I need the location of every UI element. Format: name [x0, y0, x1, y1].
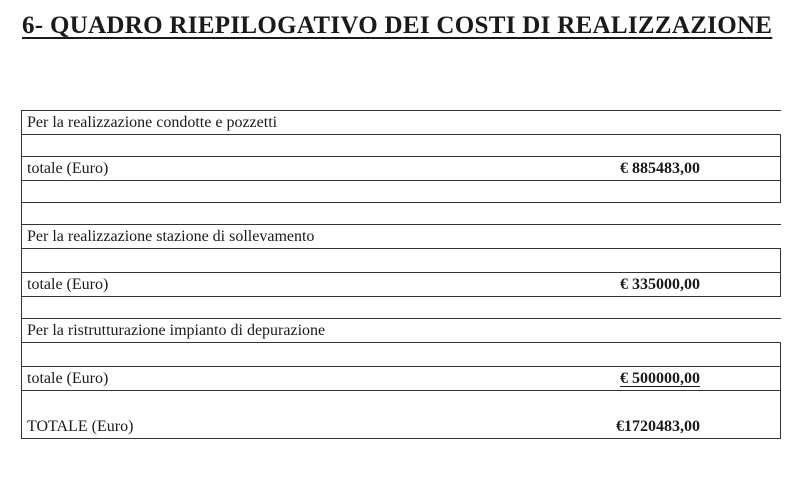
section-heading-row [22, 225, 781, 249]
section-heading-condotte: Per la realizzazione condotte e pozzetti [22, 111, 781, 135]
blank-row [22, 203, 781, 225]
subtotal-value-depurazione [562, 367, 781, 391]
cost-summary-table [21, 110, 781, 439]
section-heading-row [22, 111, 781, 135]
document-title: 6- QUADRO RIEPILOGATIVO DEI COSTI DI REALIZZAZIONE [22, 12, 773, 39]
subtotal-row [22, 367, 781, 391]
blank-row [22, 297, 781, 319]
subtotal-value-condotte: € 885483,00 [562, 157, 781, 181]
subtotal-label: totale (Euro) [22, 367, 562, 391]
blank-row [22, 343, 781, 367]
grand-total-label: TOTALE (Euro) [22, 391, 562, 439]
blank-row [22, 135, 781, 157]
underlined-amount: € 500000,00 [620, 370, 700, 387]
blank-row [22, 249, 781, 273]
blank-row [22, 181, 781, 203]
subtotal-row [22, 157, 781, 181]
section-heading-row [22, 319, 781, 343]
subtotal-row [22, 273, 781, 297]
subtotal-value-sollevamento: € 335000,00 [562, 273, 781, 297]
section-heading-sollevamento: Per la realizzazione stazione di sollevamento [22, 225, 781, 249]
grand-total-value: €1720483,00 [562, 391, 781, 439]
subtotal-label: totale (Euro) [22, 157, 562, 181]
subtotal-label: totale (Euro) [22, 273, 562, 297]
section-heading-depurazione: Per la ristrutturazione impianto di depurazione [22, 319, 781, 343]
grand-total-row [22, 391, 781, 439]
